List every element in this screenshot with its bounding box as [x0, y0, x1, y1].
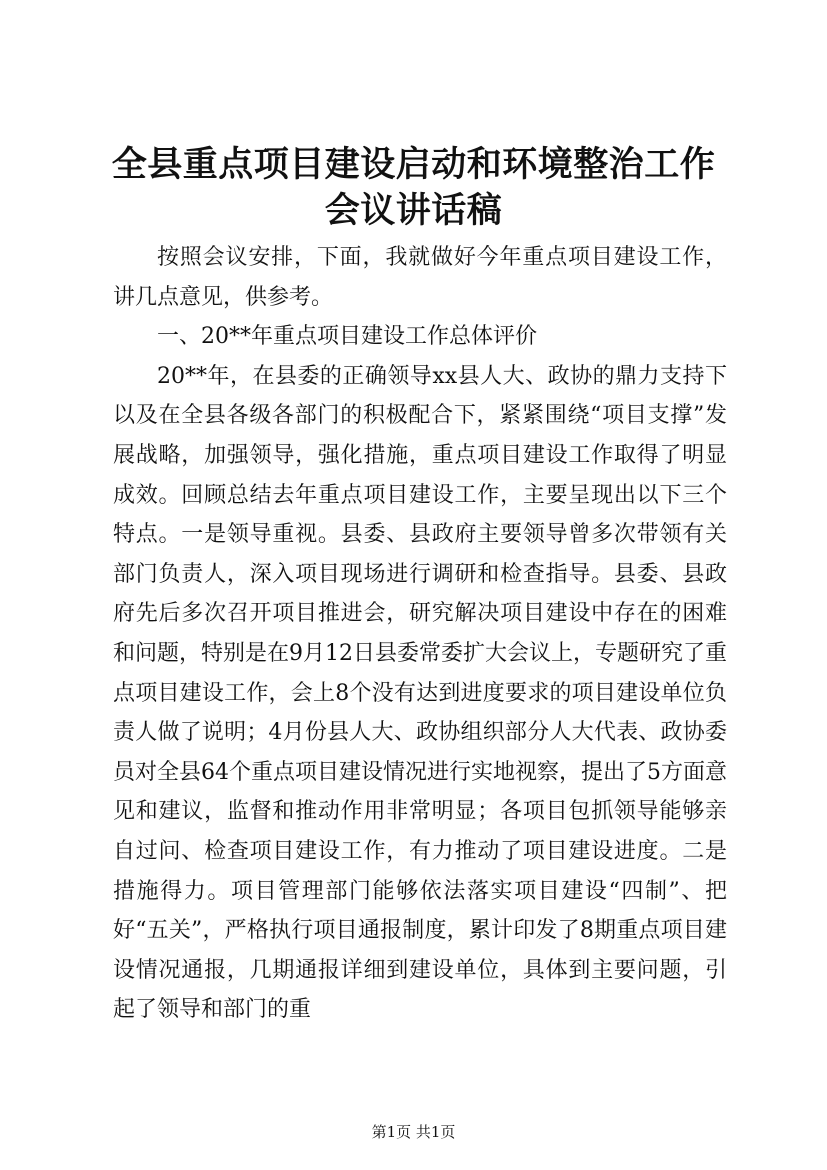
page-footer: 第1页 共1页: [371, 1123, 456, 1141]
paragraph-intro: 按照会议安排，下面，我就做好今年重点项目建设工作，讲几点意见，供参考。: [113, 245, 727, 310]
paragraph-review: 20**年，在县委的正确领导xx县人大、政协的鼎力支持下以及在全县各级各部门的积极配合下，紧紧围绕“项目支撑”发展战略，加强领导，强化措施，重点项目建设工作取得了明显成效。回顾总结去年重点项目建设工作，主要呈现出以下三个特点。一是领导重视。县委、县政府主要领导曾多次带领有关部门负责人，深入项目现场进行调研和检查指导。县委、县政府先后多次召开项目推进会，研究解决项目建设中存在的困难和问题，特别是在9月12日县委常委扩大会议上，专题研究了重点项目建设工作，会上8个没有达到进度要求的项目建设单位负责人做了说明；4月份县人大、政协组织部分人大代表、政协委员对全县64个重点项目建设情况进行实地视察，提出了5方面意见和建议，监督和推动作用非常明显；各项目包抓领导能够亲自过问、检查项目建设工作，有力推动了项目建设进度。二是措施得力。项目管理部门能够依法落实项目建设“四制”、把好“五关”，严格执行项目通报制度，累计印发了8期重点项目建设情况通报，几期通报详细到建设单位，具体到主要问题，引起了领导和部门的重: [113, 363, 727, 1023]
document-body: [113, 238, 727, 1030]
document-title: 全县重点项目建设启动和环境整治工作会议讲话稿: [111, 144, 716, 231]
section-heading: 一、20**年重点项目建设工作总体评价: [157, 324, 537, 350]
